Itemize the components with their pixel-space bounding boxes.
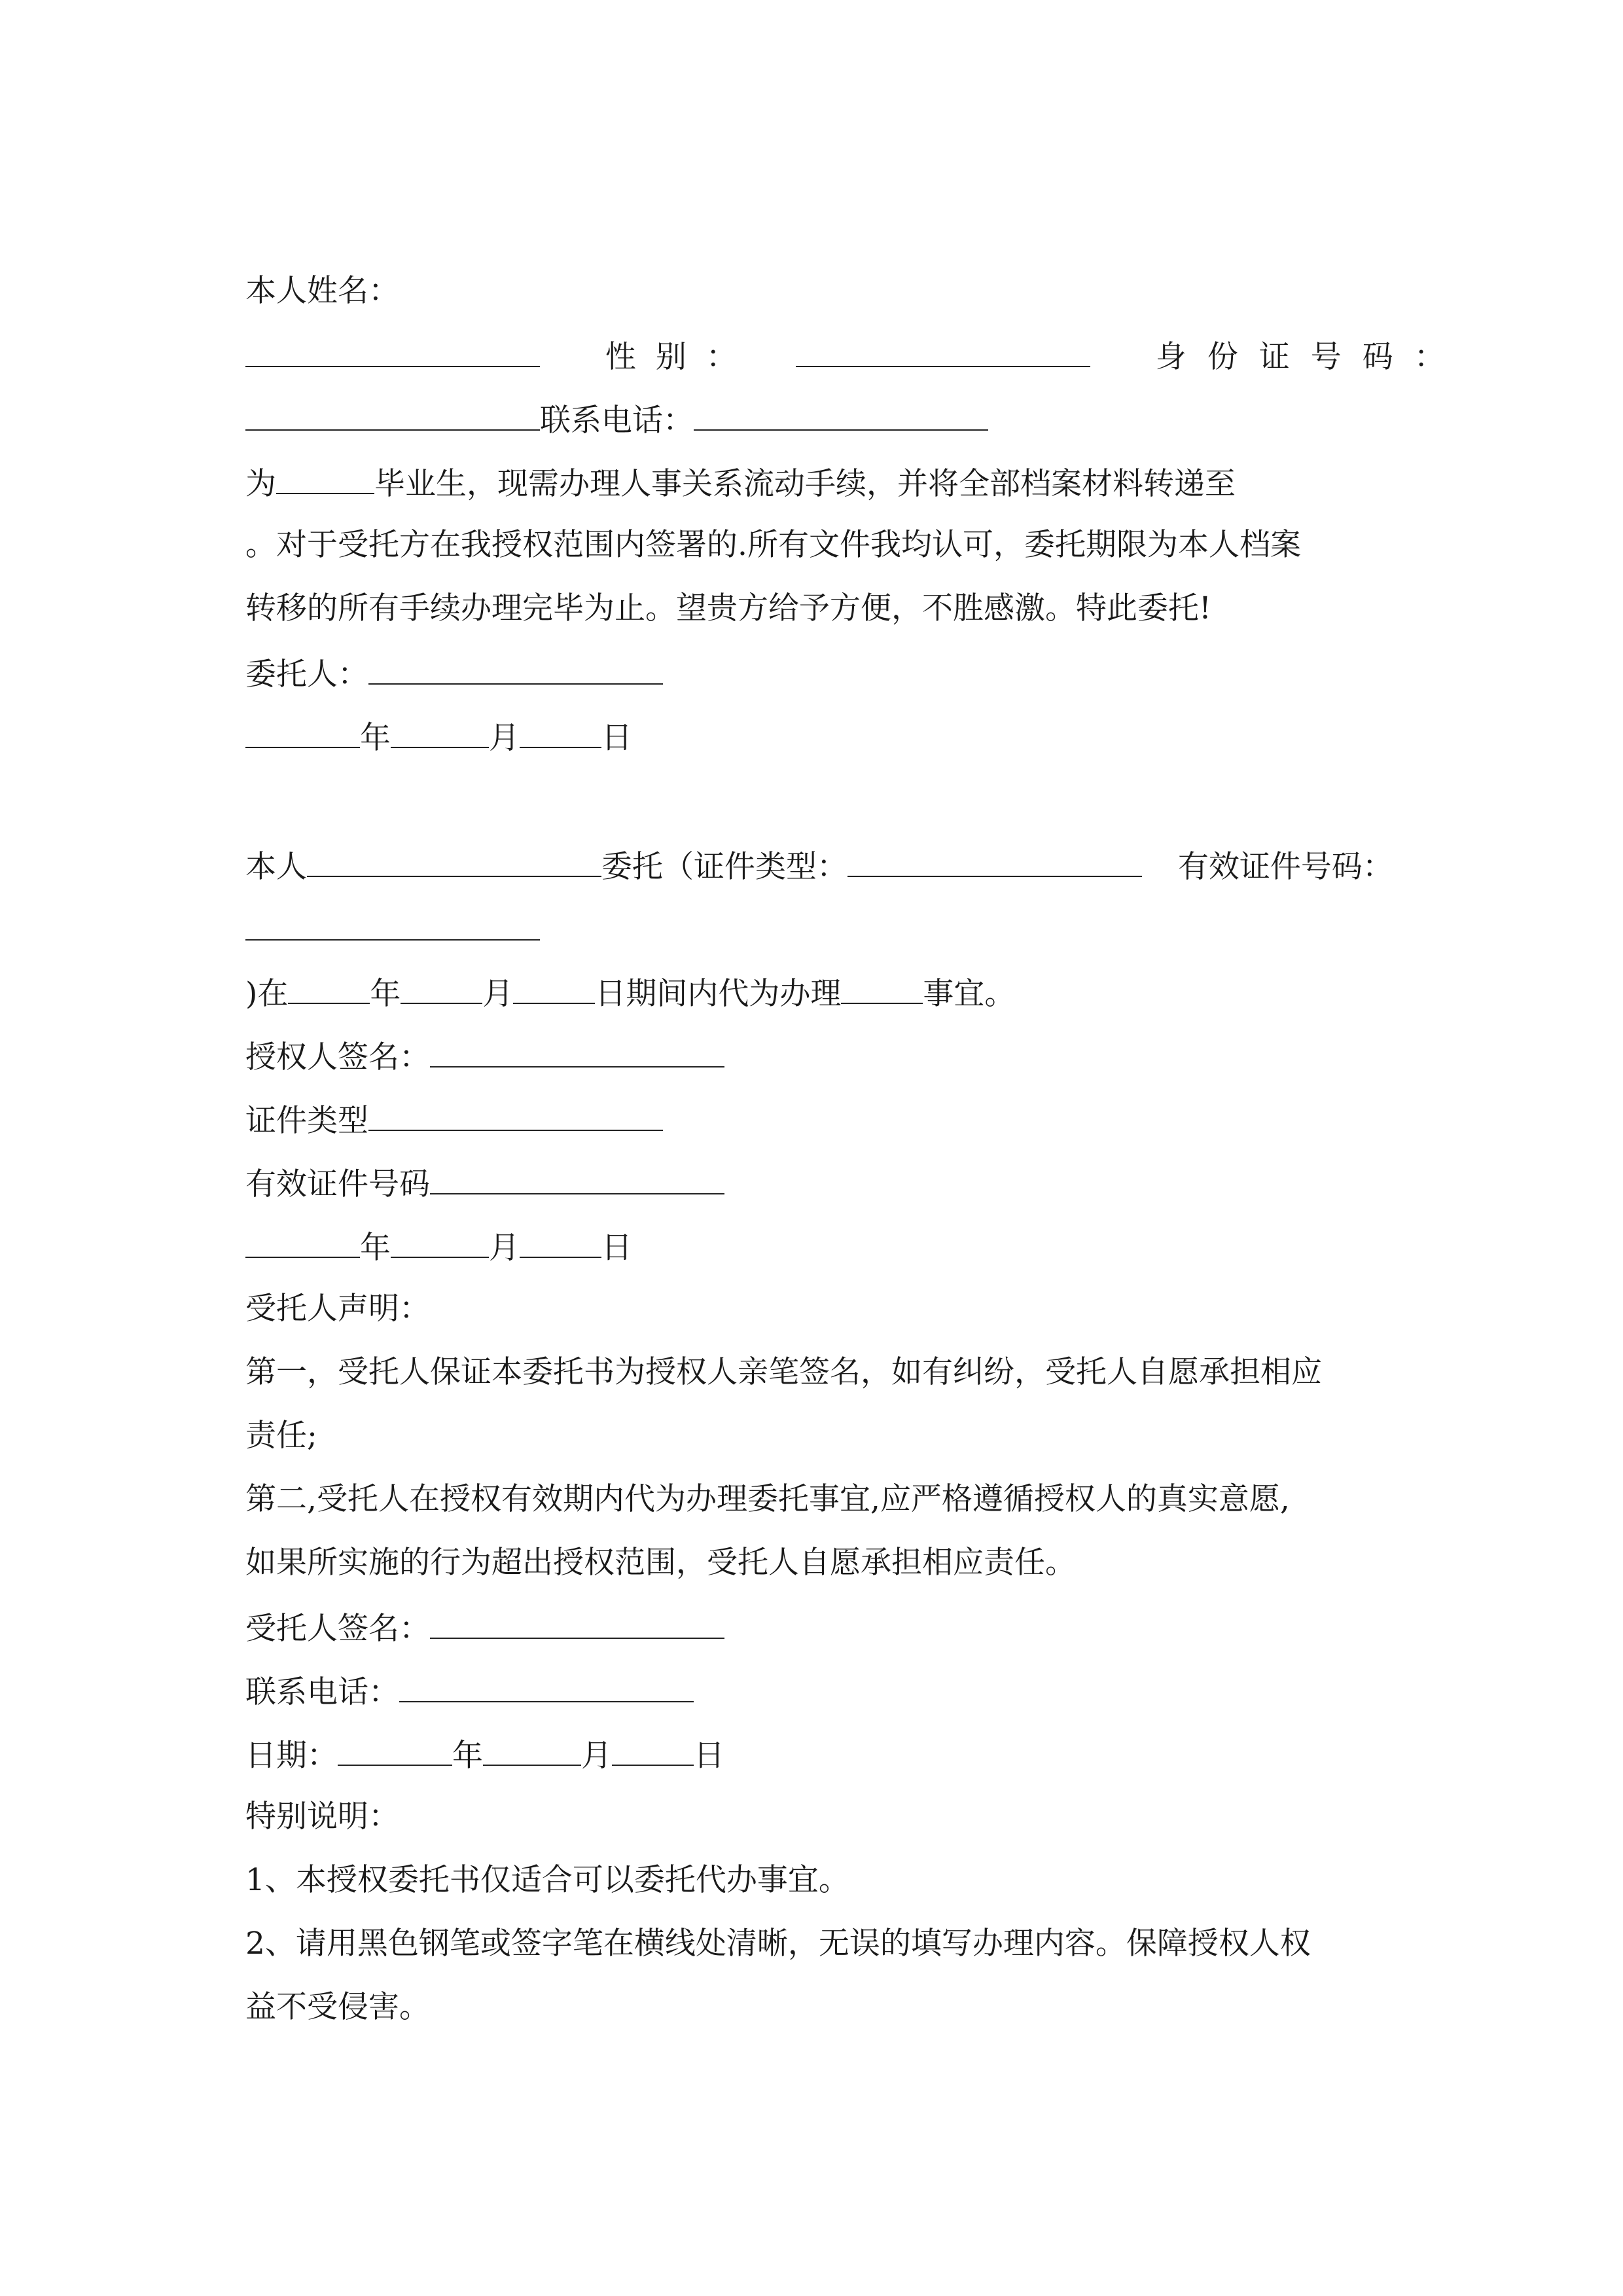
paragraph-text-1: 。对于受托方在我授权范围内签署的.所有文件我均认可，委托期限为本人档案 — [245, 527, 1301, 563]
phone-blank[interactable] — [694, 389, 988, 431]
gender-label: 性别： — [605, 339, 757, 375]
paragraph-line-1 — [245, 516, 1301, 575]
month-blank[interactable] — [391, 706, 489, 748]
principal-line — [245, 643, 663, 702]
entrust-label: 委托（证件类型： — [601, 849, 847, 885]
cert-type-label: 证件类型 — [245, 1103, 368, 1139]
phone-line — [245, 389, 988, 448]
year-label: 年 — [360, 1230, 391, 1266]
month-label: 月 — [489, 720, 520, 756]
grantor-sign-line — [245, 1026, 724, 1085]
name-blank[interactable] — [245, 325, 540, 367]
cert-no-blank-line — [245, 899, 540, 958]
day-blank[interactable] — [520, 1216, 601, 1258]
agent-sign-label: 受托人签名： — [245, 1611, 430, 1647]
gender-id-line — [245, 325, 1466, 384]
day-blank[interactable] — [520, 706, 601, 748]
cert-type-blank[interactable] — [847, 835, 1142, 877]
agent-date-label: 日期： — [245, 1738, 338, 1774]
declaration-item2-text-1: 第二,受托人在授权有效期内代为办理委托事宜,应严格遵循授权人的真实意愿, — [245, 1481, 1290, 1517]
period-day-label: 日期间内代为办理 — [595, 976, 842, 1012]
declaration-item2-line2 — [245, 1534, 1076, 1592]
month-label: 月 — [581, 1738, 612, 1774]
month-label: 月 — [489, 1230, 520, 1266]
period-day-blank[interactable] — [513, 962, 595, 1004]
id-number-blank[interactable] — [245, 389, 540, 431]
cert-type-field-blank[interactable] — [368, 1089, 663, 1131]
period-year-blank[interactable] — [288, 962, 370, 1004]
notes-heading-line — [245, 1787, 399, 1846]
declaration-item1-line1 — [245, 1343, 1322, 1402]
agent-date-line — [245, 1724, 724, 1783]
period-prefix: )在 — [245, 976, 289, 1012]
self-label: 本人 — [245, 849, 307, 885]
date-line-1 — [245, 706, 632, 765]
cert-no-label: 有效证件号码： — [1177, 849, 1393, 885]
cert-number-label: 有效证件号码 — [245, 1166, 430, 1202]
graduate-prefix: 为 — [245, 466, 276, 502]
period-year-label: 年 — [370, 976, 401, 1012]
agent-phone-label: 联系电话： — [245, 1674, 399, 1710]
day-blank[interactable] — [612, 1724, 694, 1766]
period-suffix: 事宜。 — [923, 976, 1016, 1012]
note2-line1 — [245, 1914, 1311, 1973]
year-label: 年 — [360, 720, 391, 756]
name-label: 本人姓名： — [245, 273, 399, 309]
matter-blank[interactable] — [841, 962, 923, 1004]
grantor-sign-blank[interactable] — [430, 1026, 724, 1067]
cert-number-blank[interactable] — [430, 1153, 724, 1194]
note2-text-1: 2、请用黑色钢笔或签字笔在横线处清晰，无误的填写办理内容。保障授权人权 — [245, 1926, 1311, 1962]
agent-sign-line — [245, 1597, 724, 1656]
declaration-item1-line2 — [245, 1407, 317, 1465]
name-line — [245, 262, 399, 321]
gender-blank[interactable] — [796, 325, 1090, 367]
month-blank[interactable] — [391, 1216, 489, 1258]
day-label: 日 — [601, 1230, 632, 1266]
declaration-item1-text-2: 责任; — [245, 1418, 317, 1454]
paragraph-text-2: 转移的所有手续办理完毕为止。望贵方给予方便，不胜感激。特此委托! — [245, 590, 1211, 626]
graduate-line — [245, 452, 1236, 511]
year-blank[interactable] — [245, 706, 360, 748]
declaration-item2-line1 — [245, 1470, 1290, 1529]
year-label: 年 — [452, 1738, 483, 1774]
principal-blank[interactable] — [368, 643, 663, 685]
day-label: 日 — [601, 720, 632, 756]
entrust-line — [245, 835, 1393, 894]
period-line — [245, 962, 1015, 1021]
year-blank[interactable] — [245, 1216, 360, 1258]
agent-phone-blank[interactable] — [399, 1660, 694, 1702]
phone-label: 联系电话： — [540, 403, 694, 439]
note1-line — [245, 1851, 849, 1910]
notes-heading: 特别说明： — [245, 1799, 399, 1835]
cert-no-blank[interactable] — [245, 899, 540, 941]
period-month-label: 月 — [482, 976, 514, 1012]
declaration-heading-line — [245, 1280, 430, 1338]
principal-label: 委托人： — [245, 656, 368, 692]
paragraph-line-2 — [245, 579, 1211, 638]
agent-sign-blank[interactable] — [430, 1597, 724, 1639]
cert-number-line — [245, 1153, 724, 1211]
cert-type-line — [245, 1089, 663, 1148]
declaration-item1-text-1: 第一，受托人保证本委托书为授权人亲笔签名，如有纠纷，受托人自愿承担相应 — [245, 1354, 1322, 1390]
period-month-blank[interactable] — [401, 962, 482, 1004]
year-blank[interactable] — [338, 1724, 452, 1766]
id-number-label: 身份证号码： — [1155, 339, 1466, 375]
grantor-sign-label: 授权人签名： — [245, 1039, 430, 1075]
date-line-2 — [245, 1216, 632, 1275]
note2-line2 — [245, 1978, 430, 2037]
declaration-item2-text-2: 如果所实施的行为超出授权范围，受托人自愿承担相应责任。 — [245, 1545, 1076, 1581]
declaration-heading: 受托人声明： — [245, 1291, 430, 1327]
day-label: 日 — [694, 1738, 724, 1774]
note2-text-2: 益不受侵害。 — [245, 1989, 430, 2025]
graduate-year-blank[interactable] — [276, 452, 374, 494]
note1-text: 1、本授权委托书仅适合可以委托代办事宜。 — [245, 1862, 849, 1898]
self-name-blank[interactable] — [307, 835, 601, 877]
month-blank[interactable] — [483, 1724, 581, 1766]
graduate-text: 毕业生，现需办理人事关系流动手续，并将全部档案材料转递至 — [374, 466, 1236, 502]
agent-phone-line — [245, 1660, 694, 1719]
